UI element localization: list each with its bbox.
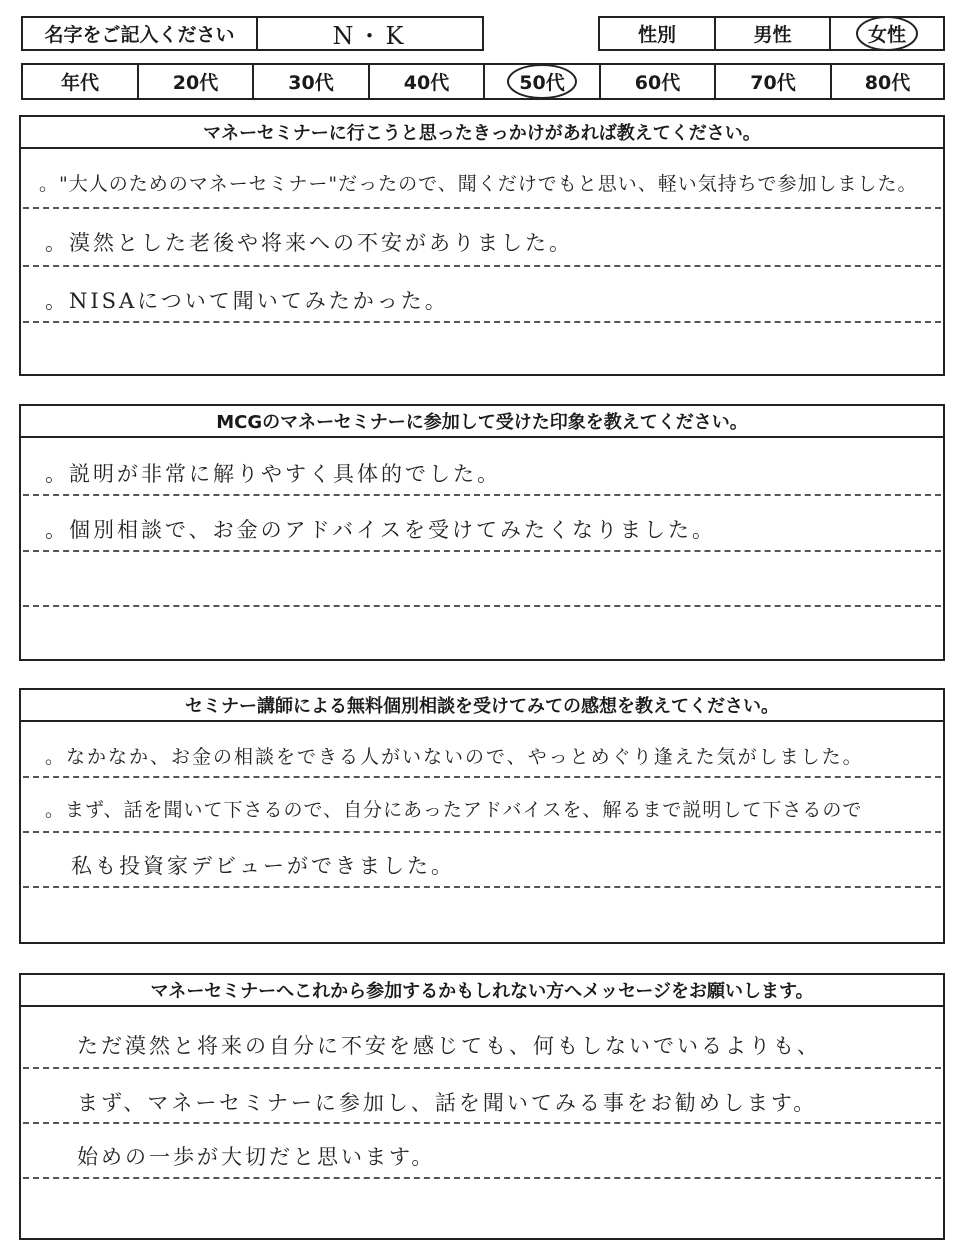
gender-box xyxy=(598,16,945,51)
age-option-40: 40代 xyxy=(370,65,485,98)
section-consultation xyxy=(19,688,945,944)
answer-line: ただ漠然と将来の自分に不安を感じても、何もしないでいるよりも、 xyxy=(77,1034,821,1058)
name-value: N・K xyxy=(332,22,408,50)
ruled-line xyxy=(23,831,941,833)
ruled-line xyxy=(23,321,941,323)
age-option-20: 20代 xyxy=(139,65,254,98)
gender-option-male: 男性 xyxy=(716,18,831,49)
ruled-line xyxy=(23,1067,941,1069)
ruled-line xyxy=(23,494,941,496)
name-box xyxy=(21,16,484,51)
ruled-line xyxy=(23,776,941,778)
answer-line: 。個別相談で、お金のアドバイスを受けてみたくなりました。 xyxy=(45,518,716,542)
section-impression xyxy=(19,404,945,661)
answer-line: まず、マネーセミナーに参加し、話を聞いてみる事をお勧めします。 xyxy=(77,1091,818,1115)
section-message xyxy=(19,973,945,1240)
age-selected-circle: 50代 xyxy=(507,64,576,99)
answer-line: 。"大人のためのマネーセミナー"だったので、聞くだけでもと思い、軽い気持ちで参加しました。 xyxy=(39,173,918,195)
ruled-line xyxy=(23,605,941,607)
ruled-line xyxy=(23,886,941,888)
name-label: 名字をご記入ください xyxy=(23,18,258,49)
age-option-30: 30代 xyxy=(254,65,370,98)
gender-option-female xyxy=(831,18,943,49)
section-title: MCGのマネーセミナーに参加して受けた印象を教えてください。 xyxy=(21,406,943,438)
age-box xyxy=(21,63,945,100)
age-option-80: 80代 xyxy=(864,72,911,94)
ruled-line xyxy=(23,265,941,267)
answer-line: 。漠然とした老後や将来への不安がありました。 xyxy=(45,231,573,255)
age-label: 年代 xyxy=(23,65,139,98)
answer-line: 。NISAについて聞いてみたかった。 xyxy=(45,289,449,313)
ruled-line xyxy=(23,207,941,209)
ruled-line xyxy=(23,550,941,552)
section-motivation xyxy=(19,115,945,376)
section-title: マネーセミナーへこれから参加するかもしれない方へメッセージをお願いします。 xyxy=(21,975,943,1007)
section-title: セミナー講師による無料個別相談を受けてみての感想を教えてください。 xyxy=(21,690,943,722)
answer-line: 。なかなか、お金の相談をできる人がいないので、やっとめぐり逢えた気がしました。 xyxy=(45,746,864,768)
answer-line: 。説明が非常に解りやすく具体的でした。 xyxy=(45,462,501,486)
ruled-line xyxy=(23,1177,941,1179)
section-title: マネーセミナーに行こうと思ったきっかけがあれば教えてください。 xyxy=(21,117,943,149)
age-option-60: 60代 xyxy=(601,65,716,98)
gender-label: 性別 xyxy=(600,18,716,49)
answer-line: 始めの一歩が大切だと思います。 xyxy=(77,1145,436,1169)
age-option-70: 70代 xyxy=(716,65,832,98)
answer-line: 私も投資家デビューができました。 xyxy=(71,854,455,878)
age-option-50 xyxy=(485,65,601,98)
gender-selected-circle: 女性 xyxy=(856,16,918,51)
ruled-line xyxy=(23,1122,941,1124)
answer-line: 。まず、話を聞いて下さるので、自分にあったアドバイスを、解るまで説明して下さるので xyxy=(45,799,863,821)
